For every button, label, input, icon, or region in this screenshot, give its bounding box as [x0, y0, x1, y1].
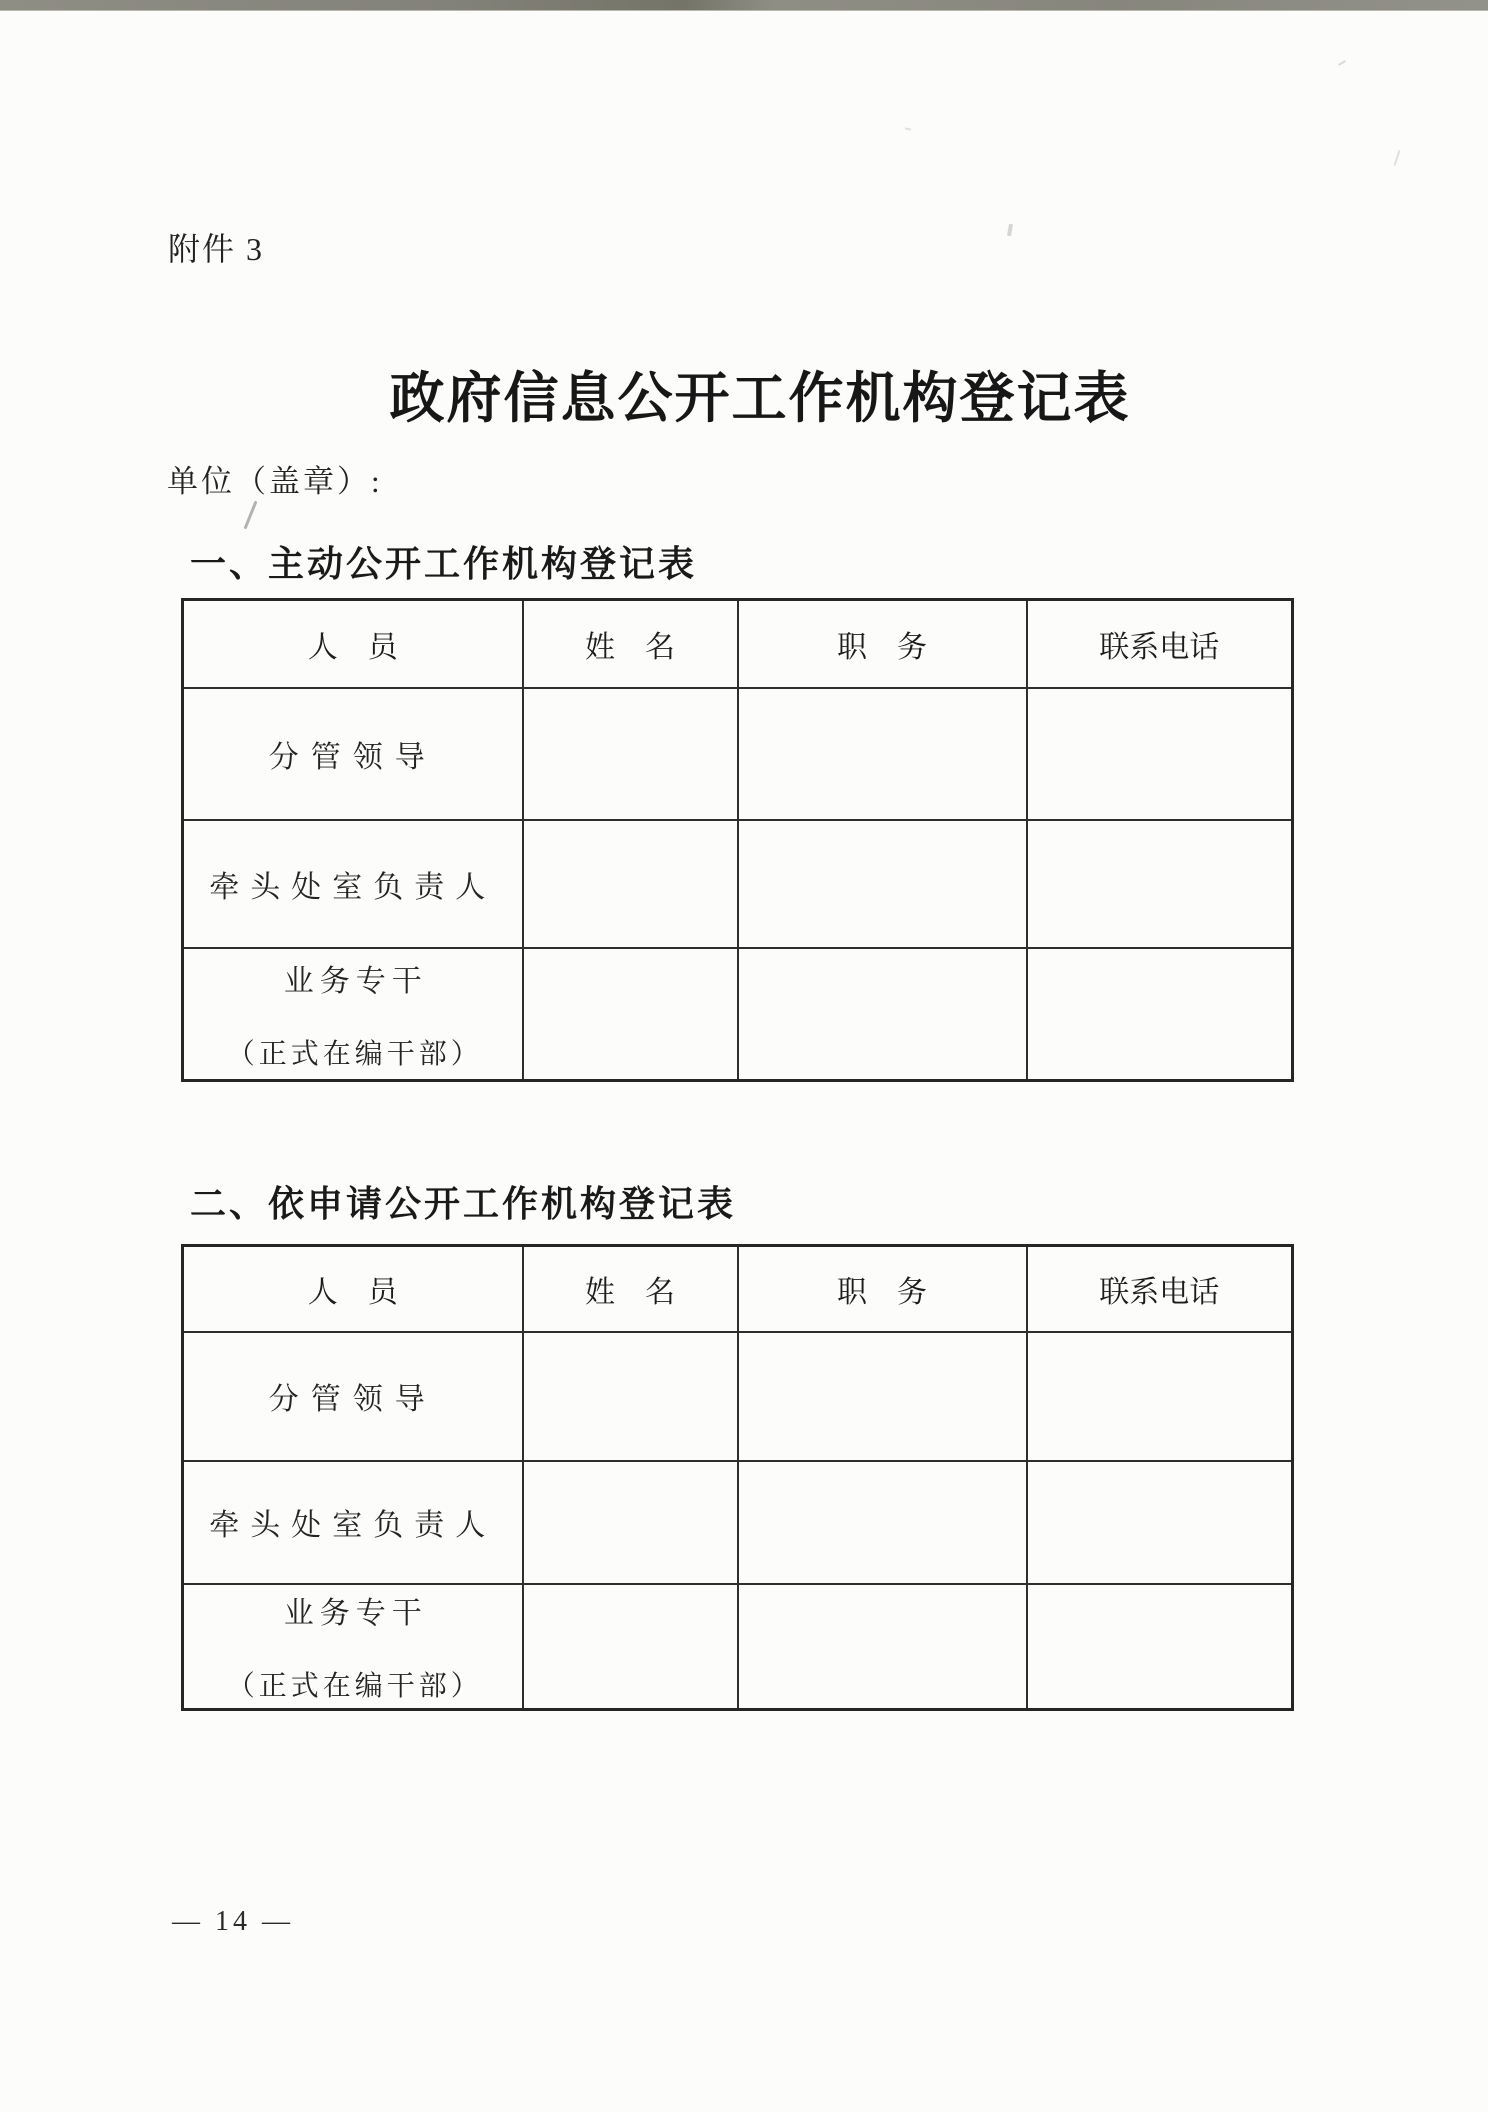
name-cell	[523, 1332, 738, 1461]
page-number: — 14 —	[172, 1906, 294, 1937]
phone-cell	[1027, 688, 1293, 820]
phone-cell	[1027, 1332, 1293, 1461]
row-label-line1: 业务专干	[283, 964, 428, 998]
position-cell	[738, 1461, 1027, 1584]
name-cell	[523, 820, 738, 948]
position-cell	[738, 1584, 1027, 1710]
name-cell	[523, 1584, 738, 1710]
table-row	[183, 1461, 1293, 1584]
phone-column-header: 联系电话	[1027, 1246, 1293, 1332]
phone-cell	[1027, 1461, 1293, 1584]
table-header-row	[183, 1246, 1293, 1332]
section-1-heading: 一、主动公开工作机构登记表	[190, 543, 698, 584]
row-label-cell	[183, 1584, 523, 1710]
position-cell	[738, 820, 1027, 948]
table-row	[183, 948, 1293, 1081]
row-label-cell	[183, 1461, 523, 1584]
scan-slash-artifact	[243, 501, 257, 530]
row-label-cell	[183, 688, 523, 820]
phone-cell	[1027, 820, 1293, 948]
name-cell	[523, 688, 738, 820]
scan-speck	[905, 127, 911, 130]
table-row	[183, 688, 1293, 820]
page-title: 政府信息公开工作机构登记表	[389, 368, 1131, 429]
person-column-header: 人 员	[183, 600, 523, 688]
scan-speck	[1007, 224, 1013, 237]
proactive-disclosure-table	[181, 598, 1294, 1082]
position-cell	[738, 948, 1027, 1081]
scan-speck	[1394, 150, 1401, 166]
name-cell	[523, 948, 738, 1081]
row-label: 分管领导	[268, 740, 437, 774]
attachment-label: 附件 3	[168, 231, 265, 267]
row-label: 牵头处室负责人	[209, 1509, 497, 1542]
name-column-header: 姓 名	[523, 600, 738, 688]
scan-edge-artifact	[0, 0, 1488, 11]
position-cell	[738, 688, 1027, 820]
row-label-cell	[183, 820, 523, 948]
row-label: 牵头处室负责人	[209, 870, 497, 904]
row-label-cell	[183, 948, 523, 1081]
row-label-cell	[183, 1332, 523, 1461]
person-column-header: 人 员	[183, 1246, 523, 1332]
table-row	[183, 1332, 1293, 1461]
table-row	[183, 820, 1293, 948]
phone-cell	[1027, 948, 1293, 1081]
position-column-header: 职 务	[738, 600, 1027, 688]
name-cell	[523, 1461, 738, 1584]
position-cell	[738, 1332, 1027, 1461]
section-2-heading: 二、依申请公开工作机构登记表	[190, 1183, 737, 1224]
row-label-line1: 业务专干	[283, 1597, 428, 1631]
scan-speck	[1338, 60, 1346, 66]
table-row	[183, 1584, 1293, 1710]
table-header-row	[183, 600, 1293, 688]
position-column-header: 职 务	[738, 1246, 1027, 1332]
phone-column-header: 联系电话	[1027, 600, 1293, 688]
row-label-line2: （正式在编干部）	[226, 1671, 483, 1703]
name-column-header: 姓 名	[523, 1246, 738, 1332]
request-disclosure-table	[181, 1244, 1294, 1711]
unit-seal-label: 单位（盖章）:	[167, 464, 383, 499]
row-label-line2: （正式在编干部）	[226, 1038, 483, 1070]
phone-cell	[1027, 1584, 1293, 1710]
row-label: 分管领导	[268, 1383, 437, 1416]
